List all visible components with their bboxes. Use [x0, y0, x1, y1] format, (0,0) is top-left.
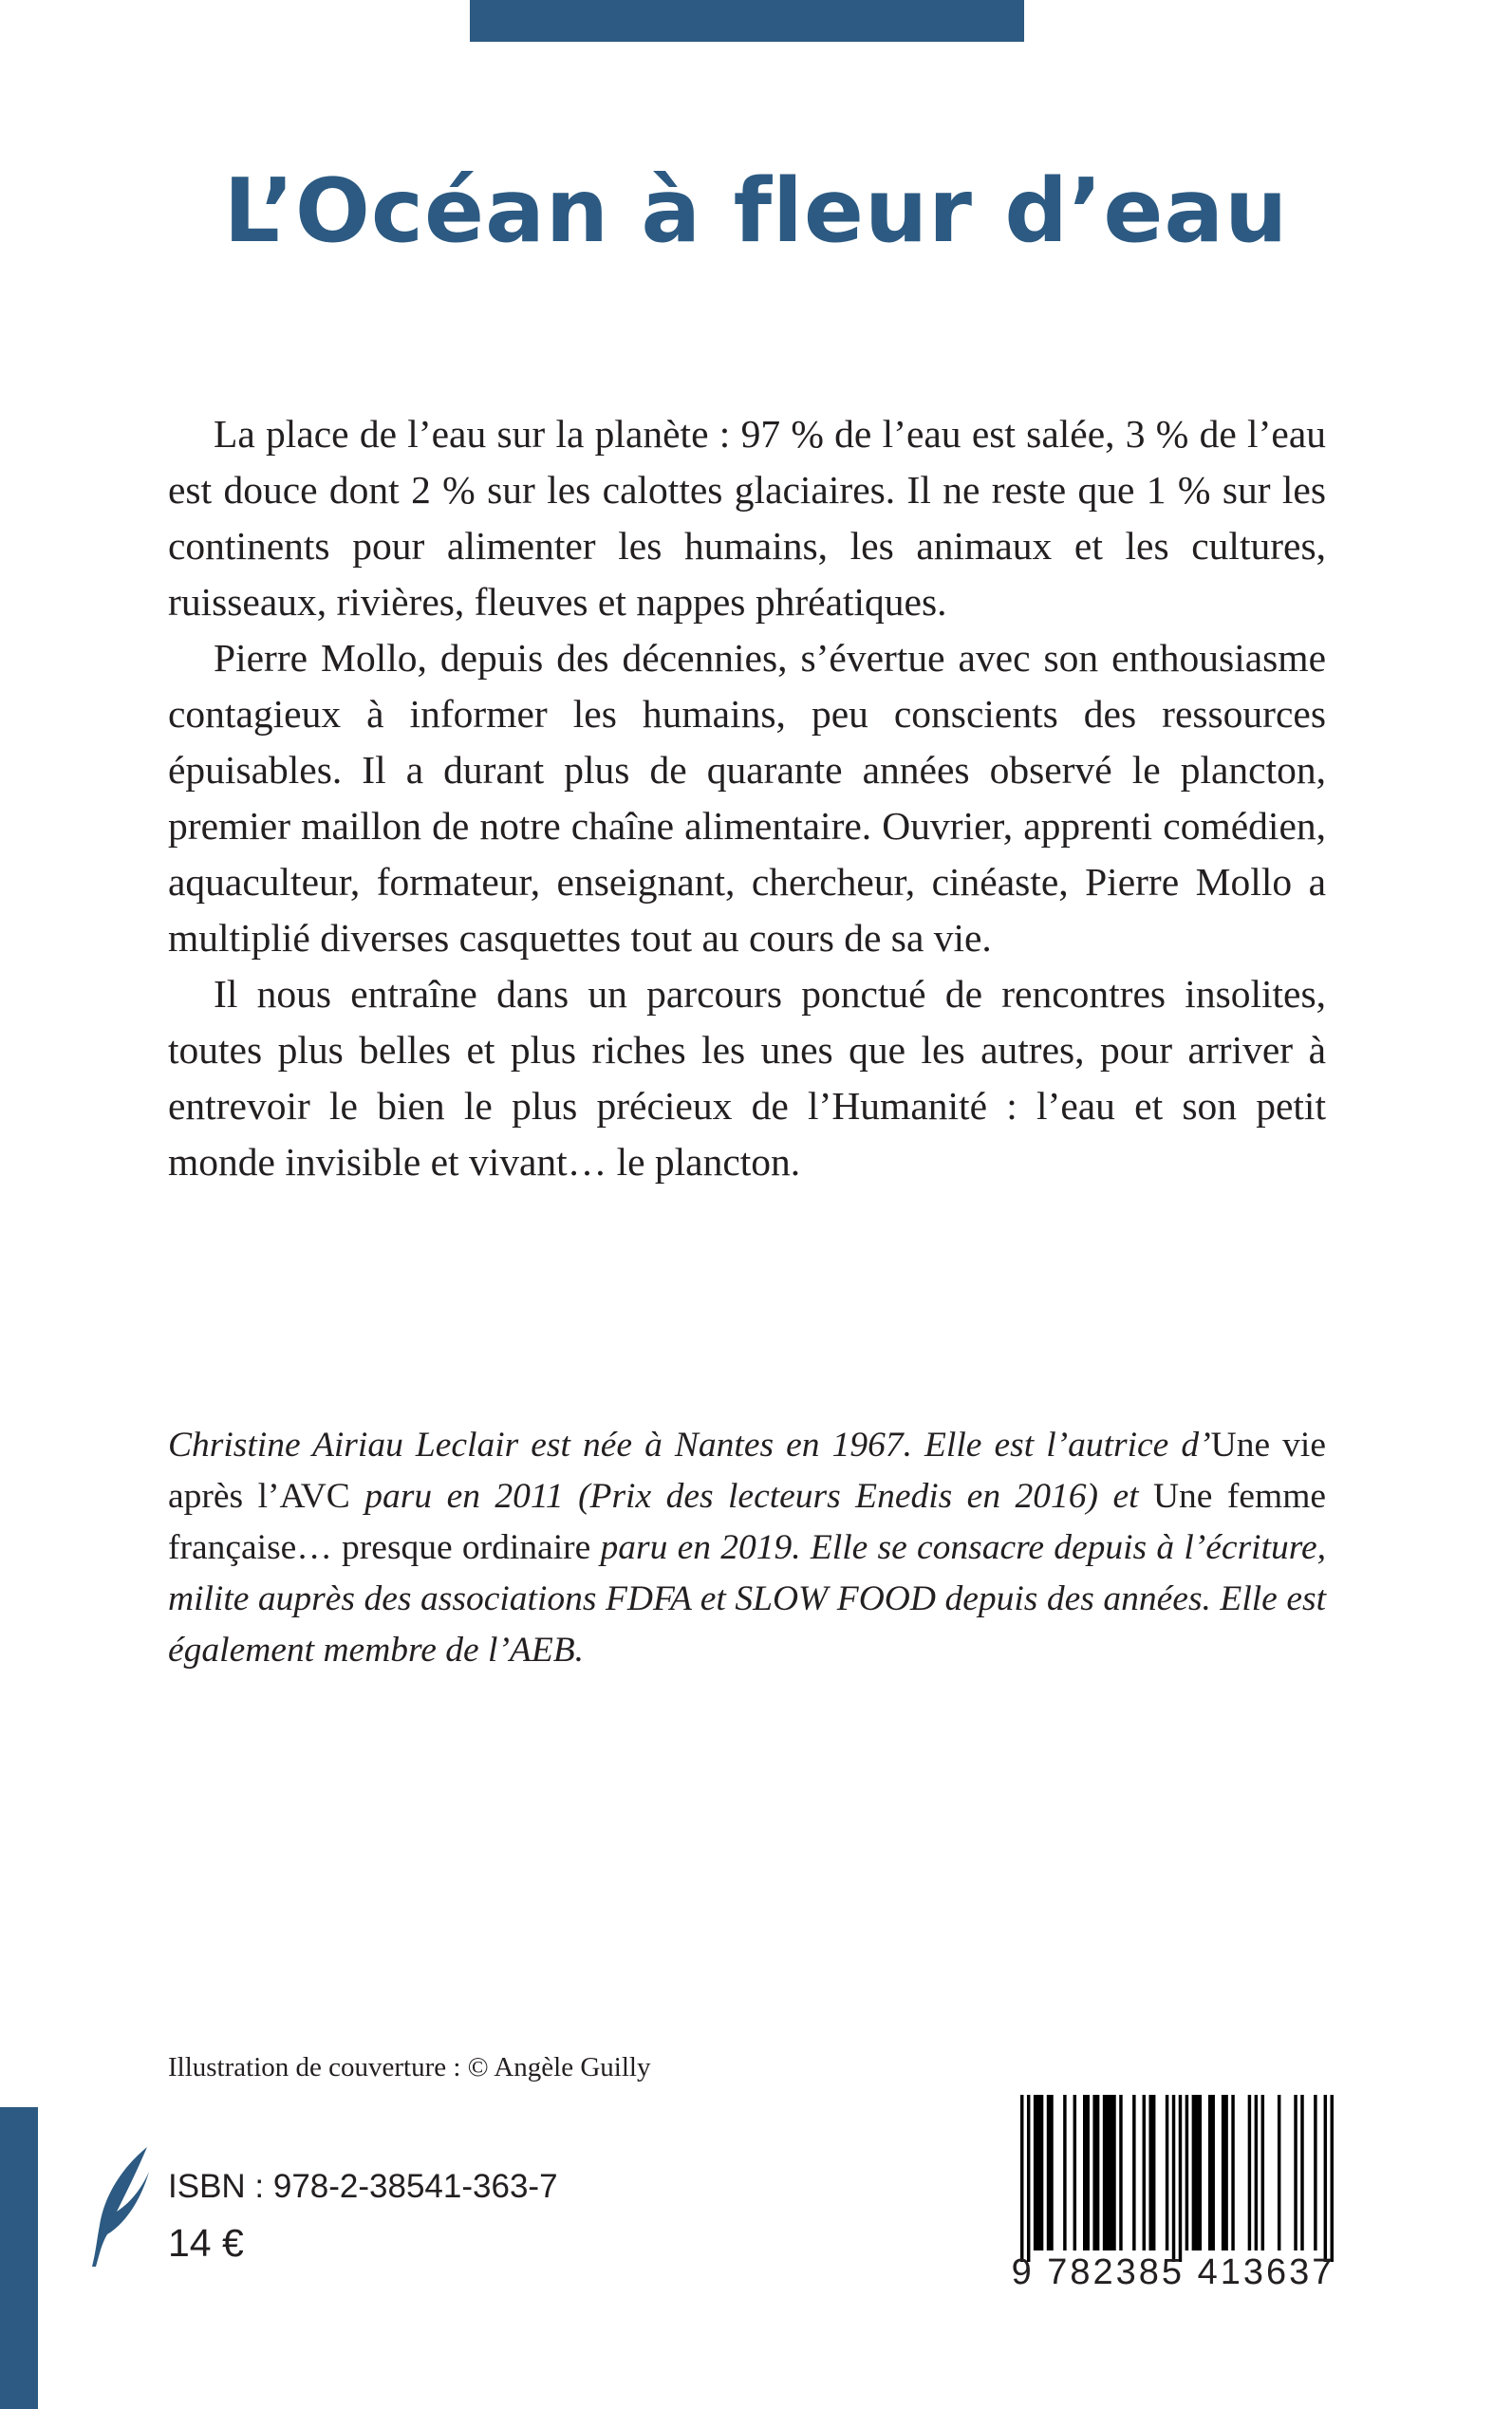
blurb-paragraph-1: La place de l’eau sur la planète : 97 % de l’eau est salée, 3 % de l’eau est douce dont 2 % sur les calottes glaciaires. Il ne reste que 1 % sur les continents pour alimenter les humains, les animaux et les cultures, ruisseaux, rivières, fleuves et nappes phréatiques.: [168, 412, 1326, 624]
bio-book-title-1: Une vie après l’AVC: [168, 1426, 1326, 1516]
barcode-bar: [1103, 2095, 1116, 2250]
barcode-bar: [1208, 2095, 1215, 2250]
barcode-bar: [1143, 2095, 1146, 2250]
barcode-bar: [1148, 2095, 1155, 2250]
barcode-bar: [1020, 2095, 1023, 2262]
barcode-bar: [1294, 2095, 1297, 2250]
barcode: [1011, 2091, 1335, 2296]
barcode-bar: [1231, 2095, 1234, 2250]
barcode-bar: [1132, 2095, 1135, 2250]
barcode-bar: [1063, 2095, 1066, 2250]
price: 14 €: [168, 2221, 244, 2265]
barcode-bar: [1073, 2095, 1076, 2250]
barcode-bar: [1248, 2095, 1251, 2250]
book-blurb: [168, 406, 1326, 1190]
barcode-bar: [1083, 2095, 1090, 2250]
bio-text-1: Christine Airiau Leclair est née à Nantes en 1967. Elle est l’autrice d’: [168, 1426, 1211, 1465]
top-accent-bar: [470, 0, 1024, 42]
barcode-bar: [1261, 2095, 1264, 2250]
feather-icon: [88, 2145, 155, 2269]
bio-text-3: paru en 2019. Elle se consacre depuis à l’écriture, milite auprès des associations FDFA et SLOW FOOD depuis des années. Elle est également membre de l’AEB.: [168, 1528, 1326, 1670]
barcode-bar: [1179, 2095, 1182, 2262]
bio-book-title-2: Une femme française… presque ordinaire: [168, 1477, 1327, 1567]
left-accent-bar: [0, 2107, 38, 2409]
barcode-bar: [1092, 2095, 1099, 2250]
bio-text-2: paru en 2011 (Prix des lecteurs Enedis en 2016) et: [349, 1477, 1153, 1516]
barcode-bar: [1027, 2095, 1030, 2262]
barcode-bar: [1324, 2095, 1327, 2262]
blurb-paragraph-2: Pierre Mollo, depuis des décennies, s’évertue avec son enthousiasme contagieux à informer les humains, peu conscients des ressources épuisables. Il a durant plus de quarante années observé le plancton, premier maillon de notre chaîne alimentaire. Ouvrier, apprenti comédien, aquaculteur, formateur, enseignant, chercheur, cinéaste, Pierre Mollo a multiplié diverses casquettes tout au cours de sa vie.: [168, 636, 1326, 960]
barcode-bar: [1119, 2095, 1122, 2250]
barcode-bar: [1331, 2095, 1334, 2262]
book-title: L’Océan à fleur d’eau: [223, 159, 1289, 262]
barcode-bar: [1166, 2095, 1168, 2250]
cover-illustration-credit: Illustration de couverture : © Angèle Guilly: [168, 2052, 651, 2082]
barcode-bar: [1185, 2095, 1188, 2250]
isbn: ISBN : 978-2-38541-363-7: [168, 2168, 558, 2205]
barcode-bar: [1047, 2095, 1054, 2250]
barcode-number: 9 782385 413637: [1011, 2252, 1335, 2292]
author-bio: [168, 1420, 1326, 1676]
barcode-bar: [1278, 2095, 1280, 2250]
barcode-bar: [1255, 2095, 1258, 2250]
blurb-paragraph-3: Il nous entraîne dans un parcours ponctué de rencontres insolites, toutes plus belles et plus riches les unes que les autres, pour arriver à entrevoir le bien le plus précieux de l’Humanité : l’eau et son petit monde invisible et vivant… le plancton.: [168, 972, 1326, 1184]
barcode-bar: [1222, 2095, 1228, 2250]
barcode-bar: [1034, 2095, 1043, 2250]
barcode-bars: [1020, 2095, 1334, 2262]
barcode-bar: [1192, 2095, 1202, 2250]
barcode-bar: [1300, 2095, 1303, 2250]
barcode-bar: [1314, 2095, 1316, 2250]
barcode-bar: [1172, 2095, 1175, 2262]
